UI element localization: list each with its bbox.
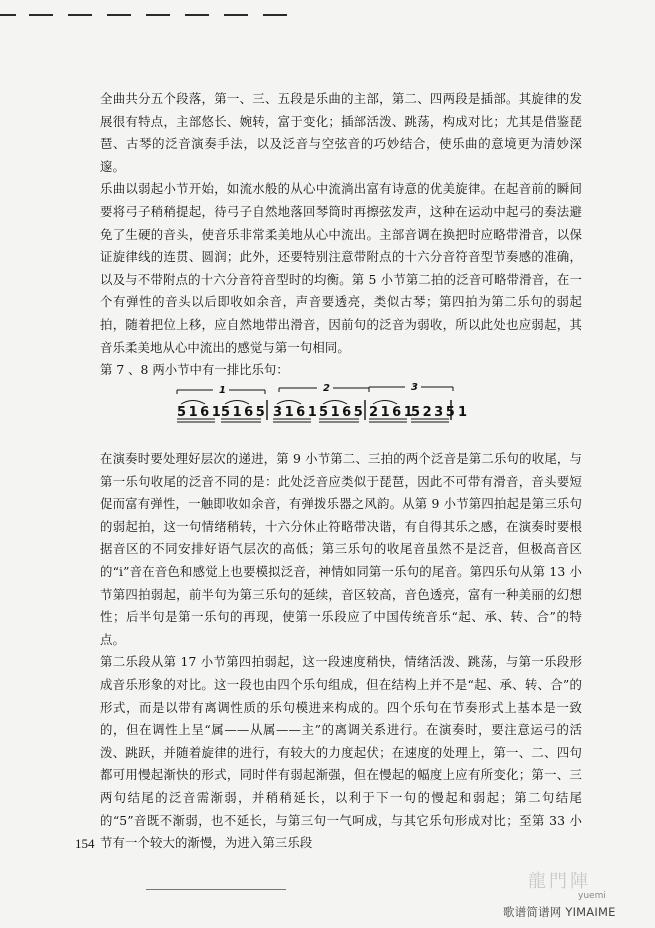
body-text-bottom <box>100 448 582 855</box>
bracket-2-number: 2 <box>323 383 330 394</box>
watermark-logo: 龍門陣 <box>528 871 591 892</box>
paragraph-structure: 全曲共分五个段落，第一、三、五段是乐曲的主部，第二、四两段是插部。其旋律的发展很有特点，主部悠长、婉转，富于变化；插部活泼、跳荡，构成对比；尤其是借鉴琵琶、古琴的泛音演奏手法，以及泛音与空弦音的巧妙结合，使乐曲的意境更为清妙深邃。 <box>100 91 582 174</box>
paragraph-layers: 在演奏时要处理好层次的递进，第 9 小节第二、三拍的两个泛音是第二乐句的收尾，与第一乐句收尾的泛音不同的是：此处泛音应类似于琵琶，因此不可带有滑音，音头要短促而富有弹性，一触即收如余音，有弹拨乐器之风韵。从第 9 小节第四拍起是第三乐句的弱起拍，这一句情绪稍转，十六分休止符略带决谐，有自得其乐之感，在演奏时要根据音区的不同安排好语气层次的高低；第三乐句的收尾音虽然不是泛音，但极高音区的“i”音在音色和感觉上也要模拟泛音，神情如同第一乐句的尾音。第四乐句从第 13 小节第四拍弱起，前半句为第三乐句的延续，音区较高，音色透亮，富有一种美丽的幻想性；后半句是第一乐句的再现，使第一乐段应了中国传统音乐“起、承、转、合”的特点。 <box>100 451 582 647</box>
page-number: 154 <box>75 836 95 851</box>
score-group3-b: 5 2 3 5 <box>411 405 454 420</box>
watermark-subtext: yuemi <box>578 891 606 901</box>
paragraph-opening: 乐曲以弱起小节开始，如流水般的从心中流淌出富有诗意的优美旋律。在起音前的瞬间要将弓子稍稍提起，待弓子自然地落回琴筒时再擦弦发声，这种在运动中起弓的奏法避免了生硬的音头，使音乐非常柔美地从心中流出。主部音调在换把时应略带滑音，以保证旋律线的连贯、圆润；此外，还要特别注意带附点的十六分音符音型节奏感的准确，以及与不带附点的十六分音符音型时的均衡。第 5 小节第二拍的泛音可略带滑音，在一个有弹性的音头以后即收如余音，声音要透亮，类似古琴；第四拍为第二乐句的弱起拍，随着把位上移，应自然地带出滑音，因前句的泛音为弱收，所以此处也应弱起，其音乐柔美地从心中流出的感觉与第一句相同。 <box>100 181 582 355</box>
score-group3-a: 2 1 6 1 <box>369 405 412 420</box>
score-end-note: 1 <box>458 405 468 420</box>
example-label: 第 7 、8 两小节中有一排比乐句： <box>100 362 289 378</box>
score-group2-b: 5 1 6 5 <box>319 405 362 420</box>
bracket-3-number: 3 <box>411 382 418 393</box>
bracket-1-number: 1 <box>219 385 226 396</box>
body-text-top <box>100 88 582 382</box>
score-group1-a: 5 1 6 1 <box>177 405 220 420</box>
paragraph-second-section: 第二乐段从第 17 小节第四拍弱起，这一段速度稍快，情绪活泼、跳荡，与第一乐段形成音乐形象的对比。这一段也由四个乐句组成，但在结构上并不是“起、承、转、合”的形式，而是以带有离调性质的乐句模进来构成的。四个乐句在节奏形式上基本是一致的，但在调性上呈“属——从属——主”的离调关系进行。在演奏时，要注意运弓的活泼、跳跃，并随着旋律的进行，有较大的力度起伏；在速度的处理上，第一、二、四句都可用慢起渐快的形式，同时伴有弱起渐强，但在慢起的幅度上应有所变化；第一、三两句结尾的泛音需渐弱，并稍稍延长，以利于下一句的慢起和弱起；第二句结尾的“5”音既不渐弱，也不延长，与第三句一气呵成，与其它乐句形成对比；至第 33 小节有一个较大的渐慢，为进入第三乐段 <box>100 654 582 851</box>
score-group2-a: 3 1 6 1 <box>273 405 316 420</box>
top-dash-rule <box>0 14 655 23</box>
score-group1-b: 5 1 6 5 <box>221 405 264 420</box>
footer-site-text: 歌谱简谱网 YIMAIME <box>503 905 616 919</box>
music-score-example <box>173 378 473 430</box>
bottom-rule <box>146 889 286 890</box>
